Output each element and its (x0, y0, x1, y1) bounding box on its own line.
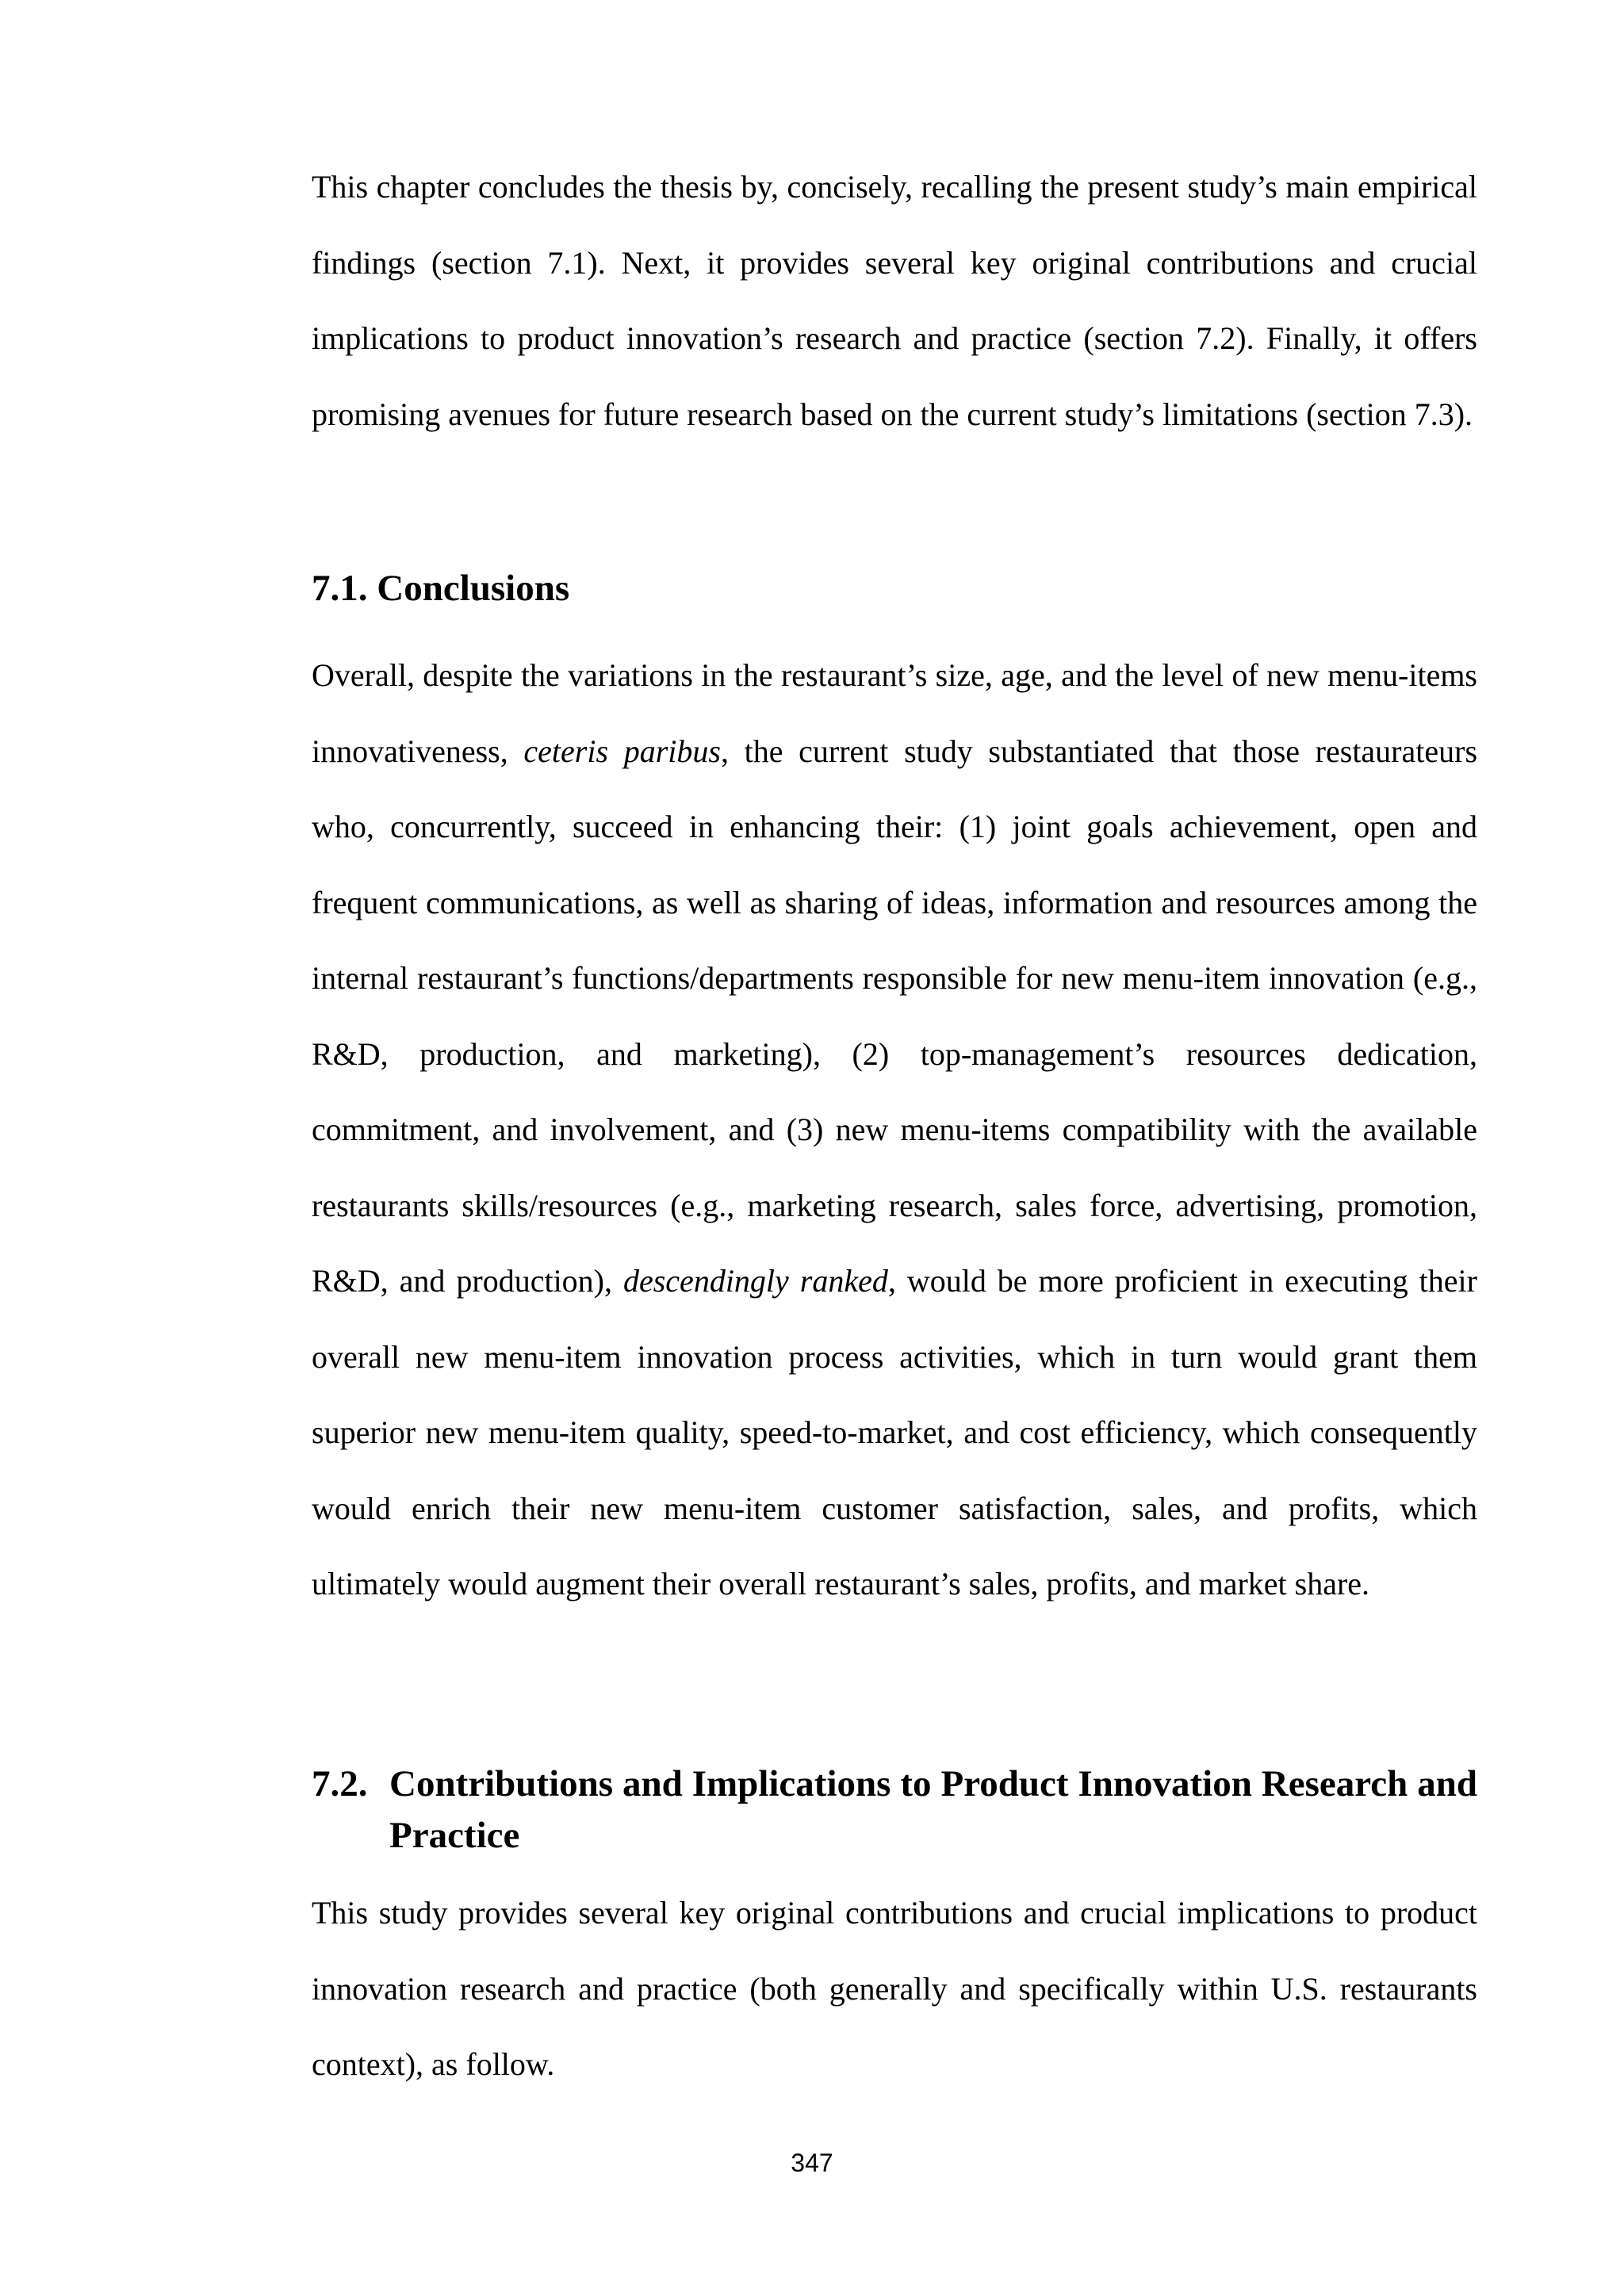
conclusions-text-part-2: , the current study substantiated that those restaurateurs who, concurrently, succeed in enhancing their: (1) joint goals achievement, open and frequent communications, as well as sharing of ideas, information and resources among the internal restaurant’s functions/departments responsible for new menu-item innovation (e.g., R&D, production, and marketing), (2) top-management’s resources dedication, commitment, and involvement, and (3) new menu-items compatibility with the available restaurants skills/resources (e.g., marketing research, sales force, advertising, promotion, R&D, and production), (312, 733, 1478, 1299)
conclusions-text-part-3: , would be more proficient in executing their overall new menu-item innovation process activities, which in turn would grant them superior new menu-item quality, speed-to-market, and cost efficiency, which consequently would enrich their new menu-item customer satisfaction, sales, and profits, which ultimately would augment their overall restaurant’s sales, profits, and market share. (312, 1263, 1477, 1601)
conclusions-italic-1: ceteris paribus (523, 733, 721, 769)
contributions-paragraph: This study provides several key original contributions and crucial implications to product innovation research and practice (both generally and specifically within U.S. restaurants context), as follow. (312, 1895, 1477, 2082)
section-heading-conclusions: 7.1. Conclusions (312, 568, 570, 609)
conclusions-text-part-1: Overall, despite the variations in the restaurant’s size, age, and the level of new menu-items innovativeness, (312, 657, 1477, 769)
intro-paragraph: This chapter concludes the thesis by, concisely, recalling the present study’s main empirical findings (section 7.1). Next, it provides several key original contributions and crucial implications to product innovation’s research and practice (section 7.2). Finally, it offers promising avenues for future research based on the current study’s limitations (section 7.3). (312, 169, 1477, 432)
conclusions-italic-2: descendingly ranked (622, 1263, 888, 1299)
section-heading-contributions (312, 1758, 1477, 1862)
document-page (312, 149, 1478, 2082)
section-heading-text: Contributions and Implications to Product Innovation Research and Practice (389, 1763, 1477, 1856)
conclusions-paragraph (312, 637, 1477, 1622)
page-number: 347 (791, 2149, 833, 2177)
section-heading-number: 7.2. (312, 1763, 368, 1804)
